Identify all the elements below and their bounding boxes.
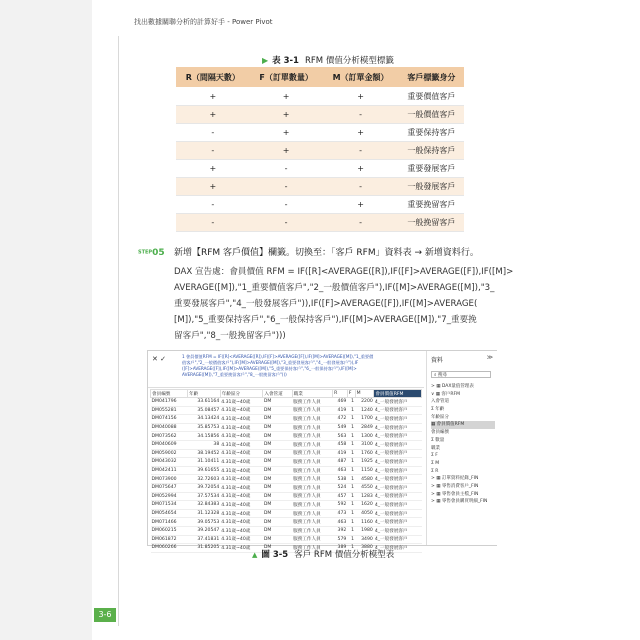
table-cell[interactable]: 38.19452 — [188, 449, 221, 458]
table-cell[interactable]: 4.31歲~40歲 — [220, 526, 263, 535]
table-cell[interactable]: 1 — [347, 509, 355, 518]
search-icon: ⌕ — [434, 373, 438, 378]
table-cell[interactable]: DM061872 — [151, 535, 188, 544]
rfm-cell: - — [250, 214, 323, 232]
formula-line: 值客戶","2_一般價值客戶"),IF([M]>AVERAGE([M]),"3_重要發展客戶","4_一般發展客戶")),IF — [182, 360, 359, 365]
table-cell[interactable]: 4_一般發展客戶 — [374, 492, 422, 501]
rfm-cell: 重要發展客戶 — [399, 160, 464, 178]
table-cell[interactable]: 4_一般發展客戶 — [374, 398, 422, 407]
rfm-cell: 一般保持客戶 — [399, 142, 464, 160]
table-cell[interactable]: DM075647 — [151, 483, 188, 492]
column-header[interactable]: 年齡 — [188, 390, 221, 398]
table-cell[interactable]: 31.85205 — [188, 544, 221, 553]
table-cell[interactable]: 4_一般發展客戶 — [374, 544, 422, 553]
table-cell[interactable]: 服務工作人員 — [292, 518, 332, 527]
table-cell[interactable]: 1 — [347, 501, 355, 510]
rfm-cell: 一般價值客戶 — [399, 106, 464, 124]
power-bi-screenshot — [147, 350, 497, 551]
table-cell[interactable]: 457 — [333, 492, 348, 501]
field-item[interactable]: Σ F — [431, 453, 438, 459]
table-cell[interactable]: DM — [263, 535, 292, 544]
field-list — [431, 383, 495, 506]
table-cell[interactable]: 4_一般發展客戶 — [374, 432, 422, 441]
table-cell[interactable]: 1 — [347, 544, 355, 553]
table-cell[interactable]: 1980 — [355, 526, 374, 535]
table-cell[interactable]: 4.31歲~40歲 — [220, 483, 263, 492]
rfm-row — [176, 124, 464, 142]
table-cell[interactable]: 4.31歲~40歲 — [220, 544, 263, 553]
table-cell[interactable]: DM — [263, 458, 292, 467]
table-cell[interactable]: 4_一般發展客戶 — [374, 458, 422, 467]
table-cell[interactable]: 1 — [347, 492, 355, 501]
table-cell[interactable]: DM071534 — [151, 501, 188, 510]
rfm-cell: + — [322, 124, 398, 142]
field-item[interactable]: Σ M — [431, 460, 440, 466]
table-cell[interactable]: DM059002 — [151, 449, 188, 458]
formula-text[interactable] — [182, 354, 420, 378]
dax-line: [M]),"5_重要保持客戶","6_一般保持客戶"),IF([M]>AVERAGE([M]),"7_重要挽 — [174, 315, 477, 325]
table-cell[interactable]: DM — [263, 432, 292, 441]
table-cell[interactable]: 1 — [347, 475, 355, 484]
table-cell[interactable]: DM041796 — [151, 398, 188, 407]
table-cell[interactable]: 473 — [333, 509, 348, 518]
table-cell[interactable]: 1283 — [355, 492, 374, 501]
table-cell[interactable]: 4.31歲~40歲 — [220, 432, 263, 441]
rfm-cell: - — [176, 196, 250, 214]
table-cell[interactable]: 4.31歲~40歲 — [220, 458, 263, 467]
rfm-row — [176, 142, 464, 160]
table-row — [151, 475, 422, 484]
table-cell[interactable]: 458 — [333, 440, 348, 449]
table-cell[interactable]: 2849 — [355, 423, 374, 432]
rfm-cell: - — [250, 178, 323, 196]
data-pane-title: 資料 — [431, 357, 444, 364]
table-cell[interactable]: 4.31歲~40歲 — [220, 423, 263, 432]
column-header[interactable]: R — [333, 390, 348, 398]
rfm-cell: + — [322, 88, 398, 106]
table-cell[interactable]: DM073562 — [151, 432, 188, 441]
column-header[interactable]: 職業 — [292, 390, 332, 398]
rfm-cell: 重要價值客戶 — [399, 88, 464, 106]
table-cell[interactable]: 4_一般發展客戶 — [374, 501, 422, 510]
table-cell[interactable]: 1240 — [355, 406, 374, 415]
table-cell[interactable]: 3880 — [355, 544, 374, 553]
table-row — [151, 423, 422, 432]
table-cell[interactable]: DM — [263, 449, 292, 458]
table-cell[interactable]: 服務工作人員 — [292, 509, 332, 518]
field-item[interactable]: Σ 數量 — [431, 437, 445, 443]
step-marker: STEP05 — [138, 248, 165, 258]
table-cell[interactable]: 服務工作人員 — [292, 415, 332, 424]
table-cell[interactable]: 34.15856 — [188, 432, 221, 441]
rfm-cell: - — [250, 196, 323, 214]
formula-bar — [148, 351, 424, 388]
table-cell[interactable]: DM043032 — [151, 458, 188, 467]
table-cell[interactable]: 服務工作人員 — [292, 501, 332, 510]
page-number: 3-6 — [94, 608, 116, 622]
rfm-cell: - — [250, 160, 323, 178]
table-cell[interactable]: DM071466 — [151, 518, 188, 527]
rfm-cell: - — [176, 214, 250, 232]
table-cell[interactable]: 32.84383 — [188, 501, 221, 510]
field-item[interactable]: > ▦ 零售消費客戶_FIN — [431, 483, 479, 489]
table-cell[interactable]: 服務工作人員 — [292, 449, 332, 458]
table-row — [151, 518, 422, 527]
formula-cancel-confirm-icons[interactable]: ✕ ✓ — [152, 355, 166, 363]
rfm-cell: - — [176, 142, 250, 160]
table-cell[interactable]: DM040609 — [151, 440, 188, 449]
table-cell[interactable]: 4_一般發展客戶 — [374, 475, 422, 484]
table-cell[interactable]: 1 — [347, 432, 355, 441]
table-cell[interactable]: 1 — [347, 466, 355, 475]
table-cell[interactable]: 4550 — [355, 483, 374, 492]
table-cell[interactable]: 37.41831 — [188, 535, 221, 544]
dax-line: DAX 宣告處：會員價值 RFM = IF([R]<AVERAGE([R]),IF([F]>AVERAGE([F]),IF([M]> — [174, 267, 514, 277]
table-cell[interactable]: DM042411 — [151, 466, 188, 475]
table-cell[interactable]: 579 — [333, 535, 348, 544]
table-cell[interactable]: 419 — [333, 406, 348, 415]
column-header[interactable]: M — [355, 390, 374, 398]
formula-line: 1 會員價值RFM = IF([R]<AVERAGE([R]),IF([F]>AVERAGE([F]),IF([M]>AVERAGE([M]),"1_重要價 — [182, 354, 374, 359]
table-caption — [262, 54, 394, 66]
rfm-row — [176, 88, 464, 106]
table-cell[interactable]: 39.72054 — [188, 483, 221, 492]
table-cell[interactable]: 4050 — [355, 509, 374, 518]
table-cell[interactable]: 39.20547 — [188, 526, 221, 535]
table-cell[interactable]: 392 — [333, 526, 348, 535]
rfm-cell: - — [322, 214, 398, 232]
table-cell[interactable]: DM052994 — [151, 492, 188, 501]
table-cell[interactable]: 4_一般發展客戶 — [374, 406, 422, 415]
field-item[interactable]: ▦ 會員價值RFM — [431, 421, 495, 429]
rfm-cell: + — [176, 88, 250, 106]
table-row — [151, 432, 422, 441]
field-item[interactable]: ∨ ▦ 客戶RFM — [431, 391, 461, 397]
table-cell[interactable]: 4.31歲~40歲 — [220, 466, 263, 475]
table-cell[interactable]: 服務工作人員 — [292, 492, 332, 501]
table-cell[interactable]: 563 — [333, 432, 348, 441]
field-item[interactable]: Σ 年齡 — [431, 407, 445, 413]
table-row — [151, 483, 422, 492]
table-cell[interactable]: 35.08457 — [188, 406, 221, 415]
table-cell[interactable]: DM — [263, 526, 292, 535]
rfm-cell: + — [176, 106, 250, 124]
field-item[interactable]: 入會管道 — [431, 399, 449, 405]
table-cell[interactable]: DM — [263, 475, 292, 484]
rfm-cell: - — [176, 124, 250, 142]
field-item[interactable]: Σ R — [431, 468, 439, 474]
rfm-cell: 一般發展客戶 — [399, 178, 464, 196]
table-cell[interactable]: 538 — [333, 475, 348, 484]
rfm-cell: + — [250, 88, 323, 106]
table-cell[interactable]: DM054654 — [151, 509, 188, 518]
table-caption-label: 表 3-1 — [272, 56, 299, 66]
table-cell[interactable]: 1150 — [355, 466, 374, 475]
table-cell[interactable]: 1 — [347, 526, 355, 535]
table-cell[interactable]: 37.57534 — [188, 492, 221, 501]
table-cell[interactable]: 4.31歲~40歲 — [220, 475, 263, 484]
table-cell[interactable]: 服務工作人員 — [292, 458, 332, 467]
table-cell[interactable]: 487 — [333, 458, 348, 467]
table-cell[interactable]: 4.31歲~40歲 — [220, 509, 263, 518]
table-cell[interactable]: 39.05753 — [188, 518, 221, 527]
triangle-icon: ▶ — [262, 56, 269, 65]
rfm-row — [176, 160, 464, 178]
rfm-cell: 重要挽留客戶 — [399, 196, 464, 214]
table-cell[interactable]: 服務工作人員 — [292, 398, 332, 407]
formula-line: AVERAGE([M]),"7_重要挽留客戶","8_一般挽留客戶"))) — [182, 372, 287, 377]
table-cell[interactable]: 4.31歲~40歲 — [220, 398, 263, 407]
rfm-cell: - — [322, 106, 398, 124]
table-cell[interactable]: 4_一般發展客戶 — [374, 518, 422, 527]
rfm-row — [176, 214, 464, 232]
table-cell[interactable]: 1 — [347, 535, 355, 544]
table-cell[interactable]: 4_一般發展客戶 — [374, 415, 422, 424]
table-cell[interactable]: 1 — [347, 518, 355, 527]
table-cell[interactable]: 服務工作人員 — [292, 406, 332, 415]
table-cell[interactable]: 35.85753 — [188, 423, 221, 432]
table-cell[interactable]: DM — [263, 501, 292, 510]
rfm-cell: - — [322, 178, 398, 196]
table-cell[interactable]: 4_一般發展客戶 — [374, 483, 422, 492]
column-header[interactable]: 會員編號 — [151, 390, 188, 398]
table-cell[interactable]: 31.10411 — [188, 458, 221, 467]
table-cell[interactable]: 4.31歲~40歲 — [220, 440, 263, 449]
rfm-row — [176, 196, 464, 214]
figure-caption-label: 圖 3-5 — [261, 550, 289, 560]
column-header[interactable]: 年齡區分 — [220, 390, 263, 398]
table-cell[interactable]: DM — [263, 398, 292, 407]
rfm-cell: + — [250, 106, 323, 124]
left-rule — [118, 36, 119, 626]
dax-line: 留客戶","8_一般挽留客戶"))) — [174, 331, 286, 341]
table-cell[interactable]: DM040088 — [151, 423, 188, 432]
figure-caption — [252, 548, 394, 560]
table-cell[interactable]: 1 — [347, 398, 355, 407]
table-cell[interactable]: DM — [263, 440, 292, 449]
table-cell[interactable]: 1 — [347, 483, 355, 492]
table-cell[interactable]: 1760 — [355, 449, 374, 458]
table-row — [151, 440, 422, 449]
rfm-table — [176, 67, 464, 232]
field-item[interactable]: > ▦ 零售會員主檔_FIN — [431, 491, 479, 497]
table-cell[interactable]: 1620 — [355, 501, 374, 510]
triangle-icon: ▲ — [252, 551, 258, 559]
table-cell[interactable]: DM — [263, 415, 292, 424]
collapse-pane-icon[interactable]: ≫ — [486, 354, 493, 361]
table-cell[interactable]: 服務工作人員 — [292, 544, 332, 553]
table-cell[interactable]: DM — [263, 509, 292, 518]
table-cell[interactable]: 419 — [333, 449, 348, 458]
rfm-header-cell: F（訂單數量） — [250, 67, 323, 88]
table-row — [151, 509, 422, 518]
table-cell[interactable]: 1 — [347, 415, 355, 424]
table-cell[interactable]: DM — [263, 492, 292, 501]
rfm-row — [176, 106, 464, 124]
table-row — [151, 526, 422, 535]
field-item[interactable]: 年齡區分 — [431, 414, 449, 420]
table-cell[interactable]: 3490 — [355, 535, 374, 544]
table-cell[interactable]: 1700 — [355, 415, 374, 424]
column-header[interactable]: 入會管道 — [263, 390, 292, 398]
table-cell[interactable]: 463 — [333, 518, 348, 527]
table-cell[interactable]: DM — [263, 406, 292, 415]
rfm-cell: + — [176, 160, 250, 178]
table-cell[interactable]: 服務工作人員 — [292, 423, 332, 432]
table-cell[interactable]: 服務工作人員 — [292, 475, 332, 484]
field-search-input[interactable]: ⌕ 搜尋 — [431, 371, 491, 378]
table-row — [151, 415, 422, 424]
table-caption-title: RFM 價值分析模型標籤 — [304, 56, 394, 66]
field-item[interactable]: 職業 — [431, 445, 440, 451]
table-cell[interactable]: 2200 — [355, 398, 374, 407]
table-cell[interactable]: DM — [263, 466, 292, 475]
table-cell[interactable]: 1 — [347, 406, 355, 415]
table-cell[interactable]: 524 — [333, 483, 348, 492]
table-cell[interactable]: DM — [263, 544, 292, 553]
table-row — [151, 406, 422, 415]
table-cell[interactable]: 1300 — [355, 432, 374, 441]
field-item[interactable]: > ▦ 訂單資料紀錄_FIN — [431, 476, 479, 482]
rfm-header-cell: 客戶標籤身分 — [399, 67, 464, 88]
dax-formula-text — [174, 264, 516, 344]
data-grid — [150, 389, 422, 553]
table-cell[interactable]: 4.31歲~40歲 — [220, 492, 263, 501]
column-header[interactable]: F — [347, 390, 355, 398]
table-row — [151, 466, 422, 475]
field-item[interactable]: 會員編號 — [431, 430, 449, 436]
table-cell[interactable]: 549 — [333, 423, 348, 432]
rfm-cell: + — [176, 178, 250, 196]
figure-caption-title: 客戶 RFM 價值分析模型表 — [294, 550, 395, 560]
table-cell[interactable]: 38 — [188, 440, 221, 449]
table-cell[interactable]: 4_一般發展客戶 — [374, 466, 422, 475]
field-item[interactable]: > ▦ 零售會員購買明細_FIN — [431, 499, 488, 505]
table-cell[interactable]: 33.61164 — [188, 398, 221, 407]
table-cell[interactable]: 服務工作人員 — [292, 466, 332, 475]
table-row — [151, 535, 422, 544]
table-cell[interactable]: 1 — [347, 449, 355, 458]
table-row — [151, 449, 422, 458]
table-cell[interactable]: 469 — [333, 398, 348, 407]
table-cell[interactable]: 4_一般發展客戶 — [374, 509, 422, 518]
table-cell[interactable]: 4.31歲~40歲 — [220, 518, 263, 527]
formula-line: ([F]>AVERAGE([F]),IF([M]>AVERAGE([M]),"5_重要保持客戶","6_一般保持客戶"),IF([M]> — [182, 366, 357, 371]
table-cell[interactable]: DM074156 — [151, 415, 188, 424]
dax-line: AVERAGE([M]),"1_重要價值客戶","2_一般價值客戶"),IF([M]>AVERAGE([M]),"3_ — [174, 283, 495, 293]
table-cell[interactable]: 1925 — [355, 458, 374, 467]
table-cell[interactable]: DM — [263, 518, 292, 527]
table-cell[interactable]: DM060266 — [151, 544, 188, 553]
table-cell[interactable]: 服務工作人員 — [292, 483, 332, 492]
table-cell[interactable]: 3100 — [355, 440, 374, 449]
rfm-row — [176, 178, 464, 196]
table-cell[interactable]: DM060215 — [151, 526, 188, 535]
table-cell[interactable]: 463 — [333, 466, 348, 475]
table-cell[interactable]: 服務工作人員 — [292, 440, 332, 449]
table-cell[interactable]: 服務工作人員 — [292, 526, 332, 535]
table-cell[interactable]: 4.31歲~40歲 — [220, 415, 263, 424]
table-row — [151, 501, 422, 510]
field-item[interactable]: > ▦ DAX量值管理表 — [431, 384, 474, 389]
rfm-header-cell: M（訂單金額） — [322, 67, 398, 88]
table-row — [151, 458, 422, 467]
table-cell[interactable]: 4_一般發展客戶 — [374, 535, 422, 544]
table-cell[interactable]: 32.72603 — [188, 475, 221, 484]
table-cell[interactable]: 服務工作人員 — [292, 432, 332, 441]
table-cell[interactable]: DM — [263, 483, 292, 492]
table-row — [151, 398, 422, 407]
table-cell[interactable]: 592 — [333, 501, 348, 510]
table-cell[interactable]: DM — [263, 423, 292, 432]
running-header: 找出數據關聯分析的計算好手 - Power Pivot — [134, 18, 273, 26]
rfm-cell: + — [250, 142, 323, 160]
table-cell[interactable]: 31.12328 — [188, 509, 221, 518]
table-cell[interactable]: 1 — [347, 440, 355, 449]
rfm-cell: + — [322, 160, 398, 178]
table-cell[interactable]: 472 — [333, 415, 348, 424]
table-cell[interactable]: DM055281 — [151, 406, 188, 415]
column-header[interactable]: 會員價值RFM — [374, 390, 422, 398]
dax-line: 重要發展客戶","4_一般發展客戶")),IF([F]>AVERAGE([F]),IF([M]>AVERAGE( — [174, 299, 478, 309]
rfm-cell: + — [250, 124, 323, 142]
table-cell[interactable]: 34.13424 — [188, 415, 221, 424]
table-cell[interactable]: 1 — [347, 423, 355, 432]
table-cell[interactable]: 4.31歲~40歲 — [220, 406, 263, 415]
table-cell[interactable]: 39.61655 — [188, 466, 221, 475]
rfm-cell: - — [322, 142, 398, 160]
table-cell[interactable]: 4.31歲~40歲 — [220, 535, 263, 544]
rfm-cell: 一般挽留客戶 — [399, 214, 464, 232]
table-cell[interactable]: 1160 — [355, 518, 374, 527]
rfm-cell: 重要保持客戶 — [399, 124, 464, 142]
rfm-header-cell: R（間隔天數） — [176, 67, 250, 88]
table-cell[interactable]: 4_一般發展客戶 — [374, 440, 422, 449]
table-cell[interactable]: 389 — [333, 544, 348, 553]
table-cell[interactable]: 4_一般發展客戶 — [374, 449, 422, 458]
table-row — [151, 492, 422, 501]
table-cell[interactable]: 1 — [347, 458, 355, 467]
table-cell[interactable]: 4580 — [355, 475, 374, 484]
table-cell[interactable]: 4_一般發展客戶 — [374, 526, 422, 535]
data-pane — [426, 351, 497, 545]
table-cell[interactable]: 4_一般發展客戶 — [374, 423, 422, 432]
table-cell[interactable]: 4.31歲~40歲 — [220, 501, 263, 510]
table-cell[interactable]: 服務工作人員 — [292, 535, 332, 544]
step-text: 新增【RFM 客戶價值】欄籤。切換至：「客戶 RFM」資料表 → 新增資料行。 — [174, 248, 479, 258]
table-cell[interactable]: DM073900 — [151, 475, 188, 484]
rfm-cell: + — [322, 196, 398, 214]
table-cell[interactable]: 4.31歲~40歲 — [220, 449, 263, 458]
